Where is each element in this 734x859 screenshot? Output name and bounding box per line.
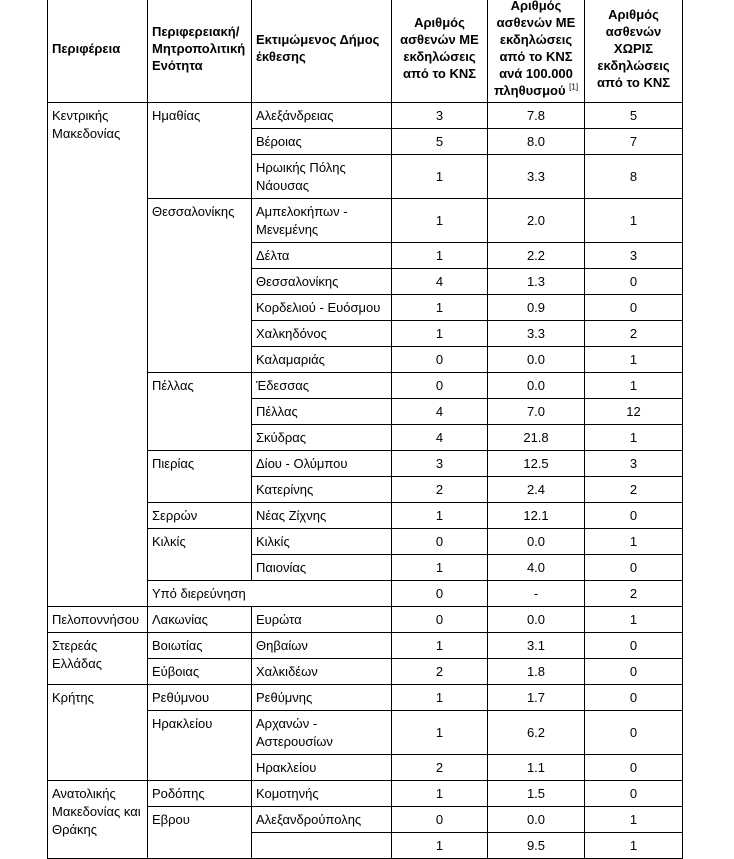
without-symptoms-cell: 1 xyxy=(585,607,683,633)
header-row xyxy=(48,0,683,103)
without-symptoms-cell: 0 xyxy=(585,295,683,321)
per100k-cell: 1.1 xyxy=(488,755,585,781)
per100k-cell: 0.0 xyxy=(488,607,585,633)
header-per100k xyxy=(488,0,585,103)
cases-table xyxy=(47,0,683,859)
without-symptoms-cell: 2 xyxy=(585,477,683,503)
with-symptoms-cell: 1 xyxy=(392,711,488,755)
with-symptoms-cell: 0 xyxy=(392,529,488,555)
under-investigation-cell: Υπό διερεύνηση xyxy=(148,581,392,607)
unit-cell: Σερρών xyxy=(148,503,252,529)
municipality-cell: Καλαμαριάς xyxy=(252,347,392,373)
per100k-cell: 0.0 xyxy=(488,807,585,833)
municipality-cell: Ευρώτα xyxy=(252,607,392,633)
table-row xyxy=(48,685,683,711)
unit-cell: Εύβοιας xyxy=(148,659,252,685)
per100k-cell: 0.0 xyxy=(488,373,585,399)
with-symptoms-cell: 1 xyxy=(392,295,488,321)
with-symptoms-cell: 1 xyxy=(392,503,488,529)
per100k-cell: 1.7 xyxy=(488,685,585,711)
with-symptoms-cell: 1 xyxy=(392,633,488,659)
unit-cell: Κιλκίς xyxy=(148,529,252,581)
per100k-cell: 0.0 xyxy=(488,347,585,373)
per100k-cell: 12.5 xyxy=(488,451,585,477)
municipality-cell: Κατερίνης xyxy=(252,477,392,503)
municipality-cell: Αλεξάνδρειας xyxy=(252,103,392,129)
unit-cell: Εβρου xyxy=(148,807,252,859)
per100k-cell: 0.9 xyxy=(488,295,585,321)
without-symptoms-cell: 12 xyxy=(585,399,683,425)
with-symptoms-cell: 2 xyxy=(392,659,488,685)
per100k-cell: 2.2 xyxy=(488,243,585,269)
municipality-cell: Αλεξανδρούπολης xyxy=(252,807,392,833)
without-symptoms-cell: 3 xyxy=(585,451,683,477)
with-symptoms-cell: 4 xyxy=(392,425,488,451)
with-symptoms-cell: 2 xyxy=(392,477,488,503)
with-symptoms-cell: 0 xyxy=(392,607,488,633)
table-row xyxy=(48,781,683,807)
with-symptoms-cell: 1 xyxy=(392,685,488,711)
with-symptoms-cell: 5 xyxy=(392,129,488,155)
unit-cell: Ημαθίας xyxy=(148,103,252,199)
per100k-cell: 8.0 xyxy=(488,129,585,155)
with-symptoms-cell: 0 xyxy=(392,807,488,833)
header-per100k-text: Αριθμός ασθενών ΜΕ εκδηλώσεις από το ΚΝΣ ανά 100.000 πληθυσμού xyxy=(493,0,576,98)
per100k-cell: 12.1 xyxy=(488,503,585,529)
document-page xyxy=(47,0,683,859)
per100k-cell: 7.0 xyxy=(488,399,585,425)
without-symptoms-cell: 5 xyxy=(585,103,683,129)
with-symptoms-cell: 3 xyxy=(392,103,488,129)
with-symptoms-cell: 1 xyxy=(392,555,488,581)
with-symptoms-cell: 1 xyxy=(392,833,488,859)
per100k-cell: 4.0 xyxy=(488,555,585,581)
municipality-cell: Αρχανών - Αστερουσίων xyxy=(252,711,392,755)
municipality-cell: Κομοτηνής xyxy=(252,781,392,807)
municipality-cell: Κιλκίς xyxy=(252,529,392,555)
with-symptoms-cell: 3 xyxy=(392,451,488,477)
region-cell: Ανατολικής Μακεδονίας και Θράκης xyxy=(48,781,148,859)
region-cell: Πελοποννήσου xyxy=(48,607,148,633)
without-symptoms-cell: 0 xyxy=(585,711,683,755)
header-unit: Περιφερειακή/ Μητροπολιτική Ενότητα xyxy=(148,0,252,103)
without-symptoms-cell: 1 xyxy=(585,373,683,399)
municipality-cell: Ρεθύμνης xyxy=(252,685,392,711)
without-symptoms-cell: 1 xyxy=(585,425,683,451)
header-municipality: Εκτιμώμενος Δήμος έκθεσης xyxy=(252,0,392,103)
municipality-cell: Δέλτα xyxy=(252,243,392,269)
unit-cell: Πέλλας xyxy=(148,373,252,451)
per100k-cell: - xyxy=(488,581,585,607)
region-cell: Κεντρικής Μακεδονίας xyxy=(48,103,148,607)
without-symptoms-cell: 1 xyxy=(585,347,683,373)
without-symptoms-cell: 0 xyxy=(585,633,683,659)
without-symptoms-cell: 0 xyxy=(585,781,683,807)
municipality-cell: Νέας Ζίχνης xyxy=(252,503,392,529)
municipality-cell: Θεσσαλονίκης xyxy=(252,269,392,295)
per100k-cell: 3.3 xyxy=(488,321,585,347)
per100k-cell: 9.5 xyxy=(488,833,585,859)
unit-cell: Ηρακλείου xyxy=(148,711,252,781)
without-symptoms-cell: 1 xyxy=(585,199,683,243)
per100k-cell: 1.3 xyxy=(488,269,585,295)
per100k-cell: 2.4 xyxy=(488,477,585,503)
with-symptoms-cell: 1 xyxy=(392,321,488,347)
without-symptoms-cell: 8 xyxy=(585,155,683,199)
per100k-cell: 3.3 xyxy=(488,155,585,199)
with-symptoms-cell: 1 xyxy=(392,155,488,199)
municipality-cell: Αμπελοκήπων - Μενεμένης xyxy=(252,199,392,243)
with-symptoms-cell: 1 xyxy=(392,243,488,269)
per100k-cell: 0.0 xyxy=(488,529,585,555)
without-symptoms-cell: 2 xyxy=(585,581,683,607)
without-symptoms-cell: 2 xyxy=(585,321,683,347)
with-symptoms-cell: 0 xyxy=(392,581,488,607)
without-symptoms-cell: 1 xyxy=(585,833,683,859)
header-region: Περιφέρεια xyxy=(48,0,148,103)
without-symptoms-cell: 7 xyxy=(585,129,683,155)
municipality-cell: Πέλλας xyxy=(252,399,392,425)
municipality-cell: Ηρακλείου xyxy=(252,755,392,781)
unit-cell: Λακωνίας xyxy=(148,607,252,633)
with-symptoms-cell: 0 xyxy=(392,347,488,373)
municipality-cell: Θηβαίων xyxy=(252,633,392,659)
municipality-cell: Χαλκιδέων xyxy=(252,659,392,685)
without-symptoms-cell: 0 xyxy=(585,659,683,685)
without-symptoms-cell: 0 xyxy=(585,269,683,295)
table-row xyxy=(48,103,683,129)
with-symptoms-cell: 4 xyxy=(392,399,488,425)
unit-cell: Πιερίας xyxy=(148,451,252,503)
table-row xyxy=(48,607,683,633)
per100k-cell: 1.8 xyxy=(488,659,585,685)
without-symptoms-cell: 0 xyxy=(585,685,683,711)
footnote-ref: [1] xyxy=(569,82,579,92)
without-symptoms-cell: 0 xyxy=(585,503,683,529)
unit-cell: Βοιωτίας xyxy=(148,633,252,659)
without-symptoms-cell: 1 xyxy=(585,529,683,555)
per100k-cell: 1.5 xyxy=(488,781,585,807)
table-row xyxy=(48,633,683,659)
region-cell: Κρήτης xyxy=(48,685,148,781)
header-without-symptoms: Αριθμός ασθενών ΧΩΡΙΣ εκδηλώσεις από το ΚΝΣ xyxy=(585,0,683,103)
municipality-cell: Κορδελιού - Ευόσμου xyxy=(252,295,392,321)
region-cell: Στερεάς Ελλάδας xyxy=(48,633,148,685)
municipality-cell: Χαλκηδόνος xyxy=(252,321,392,347)
with-symptoms-cell: 2 xyxy=(392,755,488,781)
municipality-cell: Δίου - Ολύμπου xyxy=(252,451,392,477)
municipality-cell: Ηρωικής Πόλης Νάουσας xyxy=(252,155,392,199)
with-symptoms-cell: 4 xyxy=(392,269,488,295)
without-symptoms-cell: 1 xyxy=(585,807,683,833)
per100k-cell: 7.8 xyxy=(488,103,585,129)
without-symptoms-cell: 0 xyxy=(585,755,683,781)
unit-cell: Ρεθύμνου xyxy=(148,685,252,711)
unit-cell: Θεσσαλονίκης xyxy=(148,199,252,373)
without-symptoms-cell: 0 xyxy=(585,555,683,581)
with-symptoms-cell: 1 xyxy=(392,781,488,807)
municipality-cell: Έδεσσας xyxy=(252,373,392,399)
header-with-symptoms: Αριθμός ασθενών ΜΕ εκδηλώσεις από το ΚΝΣ xyxy=(392,0,488,103)
per100k-cell: 21.8 xyxy=(488,425,585,451)
municipality-cell: Παιονίας xyxy=(252,555,392,581)
municipality-cell: Σκύδρας xyxy=(252,425,392,451)
with-symptoms-cell: 1 xyxy=(392,199,488,243)
unit-cell: Ροδόπης xyxy=(148,781,252,807)
with-symptoms-cell: 0 xyxy=(392,373,488,399)
per100k-cell: 6.2 xyxy=(488,711,585,755)
municipality-cell: Βέροιας xyxy=(252,129,392,155)
per100k-cell: 2.0 xyxy=(488,199,585,243)
without-symptoms-cell: 3 xyxy=(585,243,683,269)
per100k-cell: 3.1 xyxy=(488,633,585,659)
